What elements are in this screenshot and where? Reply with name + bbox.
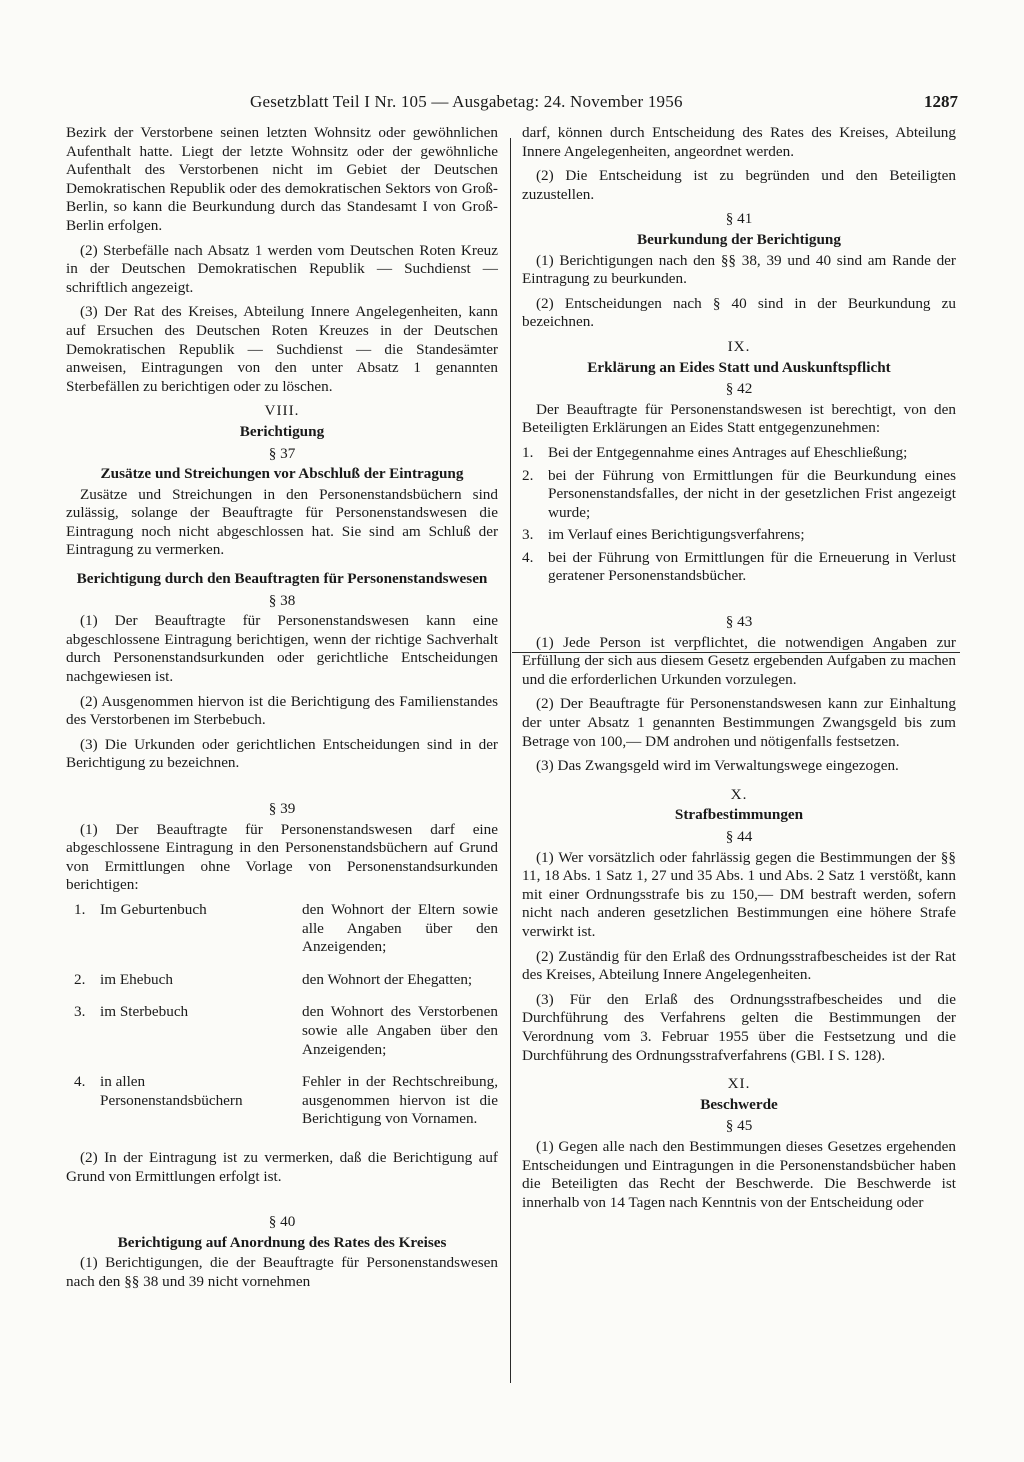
table-row	[66, 1073, 498, 1143]
paragraph: (2) Zuständig für den Erlaß des Ordnungsstrafbescheides ist der Rat des Kreises, Abteilung Innere Angelegenheiten.	[522, 947, 956, 984]
paragraph: (3) Für den Erlaß des Ordnungsstrafbescheides und die Durchführung des Verfahrens gelten die Bestimmungen der Verordnung vom 3. Februar 1955 über die Festsetzung und die Durchführung des Ordnungsstrafverfahrens (GBl. I S. 128).	[522, 990, 956, 1064]
item-text: Bei der Entgegennahme eines Antrages auf Eheschließung;	[548, 443, 908, 461]
section-number: § 45	[725, 1117, 753, 1135]
paragraph: (1) Der Beauftragte für Personenstandswesen kann eine abgeschlossene Eintragung berichtigen, wenn der richtige Sachverhalt durch Personenstandsurkunden oder gerichtliche Entscheidungen nachgewiesen ist.	[66, 612, 498, 686]
chapter-title: Strafbestimmungen	[674, 806, 804, 824]
item-number: 2.	[522, 466, 534, 484]
item-number: 1.	[74, 900, 86, 918]
section-number: § 43	[725, 613, 753, 631]
section-title: Berichtigung auf Anordnung des Rates des Kreises	[117, 1233, 447, 1251]
table-row	[66, 1003, 498, 1073]
correction-scope: den Wohnort der Ehegatten;	[302, 970, 473, 988]
chapter-number: IX.	[727, 337, 751, 355]
paragraph: (2) Der Beauftragte für Personenstandswesen kann zur Einhaltung der unter Absatz 1 genannten Bestimmungen Zwangsgeld bis zum Betrage von 100,— DM androhen und nötigenfalls festsetzen.	[522, 695, 956, 750]
paragraph: (2) In der Eintragung ist zu vermerken, daß die Berichtigung auf Grund von Ermittlungen erfolgt ist.	[66, 1148, 498, 1185]
section-number: § 40	[268, 1213, 296, 1231]
table-row	[66, 901, 498, 971]
paragraph: Zusätze und Streichungen in den Personenstandsbüchern sind zulässig, solange der Beauftragte für Personenstandswesen die Eintragung noch nicht abgeschlossen hat. Sie sind am Schluß der Eintragung zu vermerken.	[66, 485, 498, 559]
correction-table	[66, 901, 498, 1143]
chapter-number: VIII.	[264, 402, 300, 420]
list-item	[522, 444, 956, 463]
section-number: § 44	[725, 828, 753, 845]
paragraph: (3) Der Rat des Kreises, Abteilung Innere Angelegenheiten, kann auf Ersuchen des Deutschen Roten Kreuzes in der Deutschen Demokratischen Republik — Suchdienst — die Standesämter anweisen, Eintragungen von den unter Absatz 1 genannten Sterbefällen zu berichtigen oder zu löschen.	[66, 303, 498, 395]
paragraph: Der Beauftragte für Personenstandswesen ist berechtigt, von den Beteiligten Erklärungen an Eides Statt entgegenzunehmen:	[522, 400, 956, 437]
paragraph: (2) Entscheidungen nach § 40 sind in der Beurkundung zu bezeichnen.	[522, 294, 956, 331]
correction-scope: Fehler in der Rechtschreibung, ausgenommen hiervon ist die Berichtigung von Vornamen.	[302, 1073, 498, 1128]
chapter-title: Beschwerde	[700, 1095, 778, 1113]
section-number: § 39	[268, 800, 296, 817]
paragraph: (1) Berichtigungen, die der Beauftragte für Personenstandswesen nach den §§ 38 und 39 nicht vornehmen	[66, 1254, 498, 1290]
list-item	[522, 526, 956, 545]
section-number: § 38	[268, 591, 296, 609]
item-text: bei der Führung von Ermittlungen für die Beurkundung eines Personenstandsfalles, der nicht in der gesetzlichen Frist angezeigt wurde;	[548, 466, 956, 521]
section-title: Zusätze und Streichungen vor Abschluß der Eintragung	[100, 465, 464, 483]
item-number: 2.	[74, 970, 86, 988]
chapter-title: Berichtigung	[239, 422, 325, 440]
paragraph: (2) Ausgenommen hiervon ist die Berichtigung des Familienstandes des Verstorbenen im Sterbebuch.	[66, 692, 498, 729]
page-number: 1287	[924, 92, 958, 111]
list-item	[522, 467, 956, 523]
correction-scope: den Wohnort der Eltern sowie alle Angaben über den Anzeigenden;	[302, 900, 498, 956]
oath-list	[522, 444, 956, 586]
paragraph: (3) Das Zwangsgeld wird im Verwaltungswege eingezogen.	[536, 757, 899, 775]
paragraph: (1) Der Beauftragte für Personenstandswesen darf eine abgeschlossene Eintragung in den Personenstandsbüchern auf Grund von Ermittlungen ohne Vorlage von Personenstandsurkunden berichtigen:	[66, 820, 498, 894]
item-number: 3.	[522, 526, 534, 544]
section-number: § 41	[725, 210, 753, 228]
paragraph: (2) Sterbefälle nach Absatz 1 werden vom Deutschen Roten Kreuz in der Deutschen Demokratischen Republik — Suchdienst — schriftlich angezeigt.	[66, 241, 498, 296]
section-number: § 42	[725, 380, 753, 398]
item-number: 1.	[522, 443, 534, 461]
item-number: 4.	[74, 1073, 86, 1091]
table-row	[66, 971, 498, 1004]
section-number: § 37	[268, 444, 296, 462]
book-name: im Ehebuch	[100, 970, 173, 988]
paragraph: (1) Berichtigungen nach den §§ 38, 39 und 40 sind am Rande der Eintragung zu beurkunden.	[522, 251, 956, 288]
paragraph: (3) Die Urkunden oder gerichtlichen Entscheidungen sind in der Berichtigung zu bezeichnen.	[66, 735, 498, 772]
correction-scope: den Wohnort des Verstorbenen sowie alle Angaben über den Anzeigenden;	[302, 1003, 498, 1058]
paragraph: (1) Wer vorsätzlich oder fahrlässig gegen die Bestimmungen der §§ 11, 18 Abs. 1 Satz 1, 27 und 35 Abs. 1 und Abs. 2 Satz 1 verstößt, kann mit einer Ordnungsstrafe bis zu 150,— DM bestraft werden, sofern nicht nach anderen gesetzlichen Bestimmungen eine höhere Strafe verwirkt ist.	[522, 848, 956, 940]
book-name: Im Geburtenbuch	[100, 900, 207, 918]
section-title: Beurkundung der Berichtigung	[637, 230, 841, 248]
book-name: in allen Personenstandsbüchern	[100, 1073, 243, 1109]
chapter-title: Erklärung an Eides Statt und Auskunftspflicht	[587, 358, 891, 376]
section-title: Berichtigung durch den Beauftragten für Personenstandswesen	[76, 570, 488, 588]
book-name: im Sterbebuch	[100, 1003, 189, 1021]
item-text: im Verlauf eines Berichtigungsverfahrens;	[548, 526, 805, 544]
page-header	[64, 92, 960, 116]
header-title: Gesetzblatt Teil I Nr. 105 — Ausgabetag: 24. November 1956	[250, 92, 683, 111]
chapter-number: X.	[730, 785, 748, 803]
paragraph: (2) Die Entscheidung ist zu begründen und den Beteiligten zuzustellen.	[522, 167, 956, 203]
paragraph: (1) Jede Person ist verpflichtet, die notwendigen Angaben zur Erfüllung der sich aus diesem Gesetz ergebenden Aufgaben zu machen und die erforderlichen Urkunden vorzulegen.	[522, 633, 956, 688]
item-number: 4.	[522, 548, 534, 566]
column-divider	[510, 138, 511, 1383]
paragraph: darf, können durch Entscheidung des Rates des Kreises, Abteilung Innere Angelegenheiten, angeordnet werden.	[522, 124, 956, 160]
chapter-number: XI.	[727, 1075, 751, 1093]
item-text: bei der Führung von Ermittlungen für die Erneuerung in Verlust geratener Personenstandsbücher.	[548, 548, 956, 585]
paragraph: Bezirk der Verstorbene seinen letzten Wohnsitz oder gewöhnlichen Aufenthalt hatte. Liegt der letzte Wohnsitz oder der gewöhnliche Aufenthalt des Verstorbenen nicht im Gebiet der Deutschen Demokratischen Republik oder des demokratischen Sektors von Groß-Berlin, so kann die Beurkundung durch das Standesamt I von Groß-Berlin erfolgen.	[66, 124, 498, 234]
item-number: 3.	[74, 1003, 86, 1021]
paragraph: (1) Gegen alle nach den Bestimmungen dieses Gesetzes ergehenden Entscheidungen und Eintragungen in die Personenstandsbücher haben die Beteiligten das Recht der Beschwerde. Die Beschwerde ist innerhalb von 14 Tagen nach Kenntnis von der Entscheidung oder	[522, 1137, 956, 1211]
left-column	[66, 124, 498, 1297]
right-column	[522, 124, 956, 1218]
list-item	[522, 549, 956, 586]
